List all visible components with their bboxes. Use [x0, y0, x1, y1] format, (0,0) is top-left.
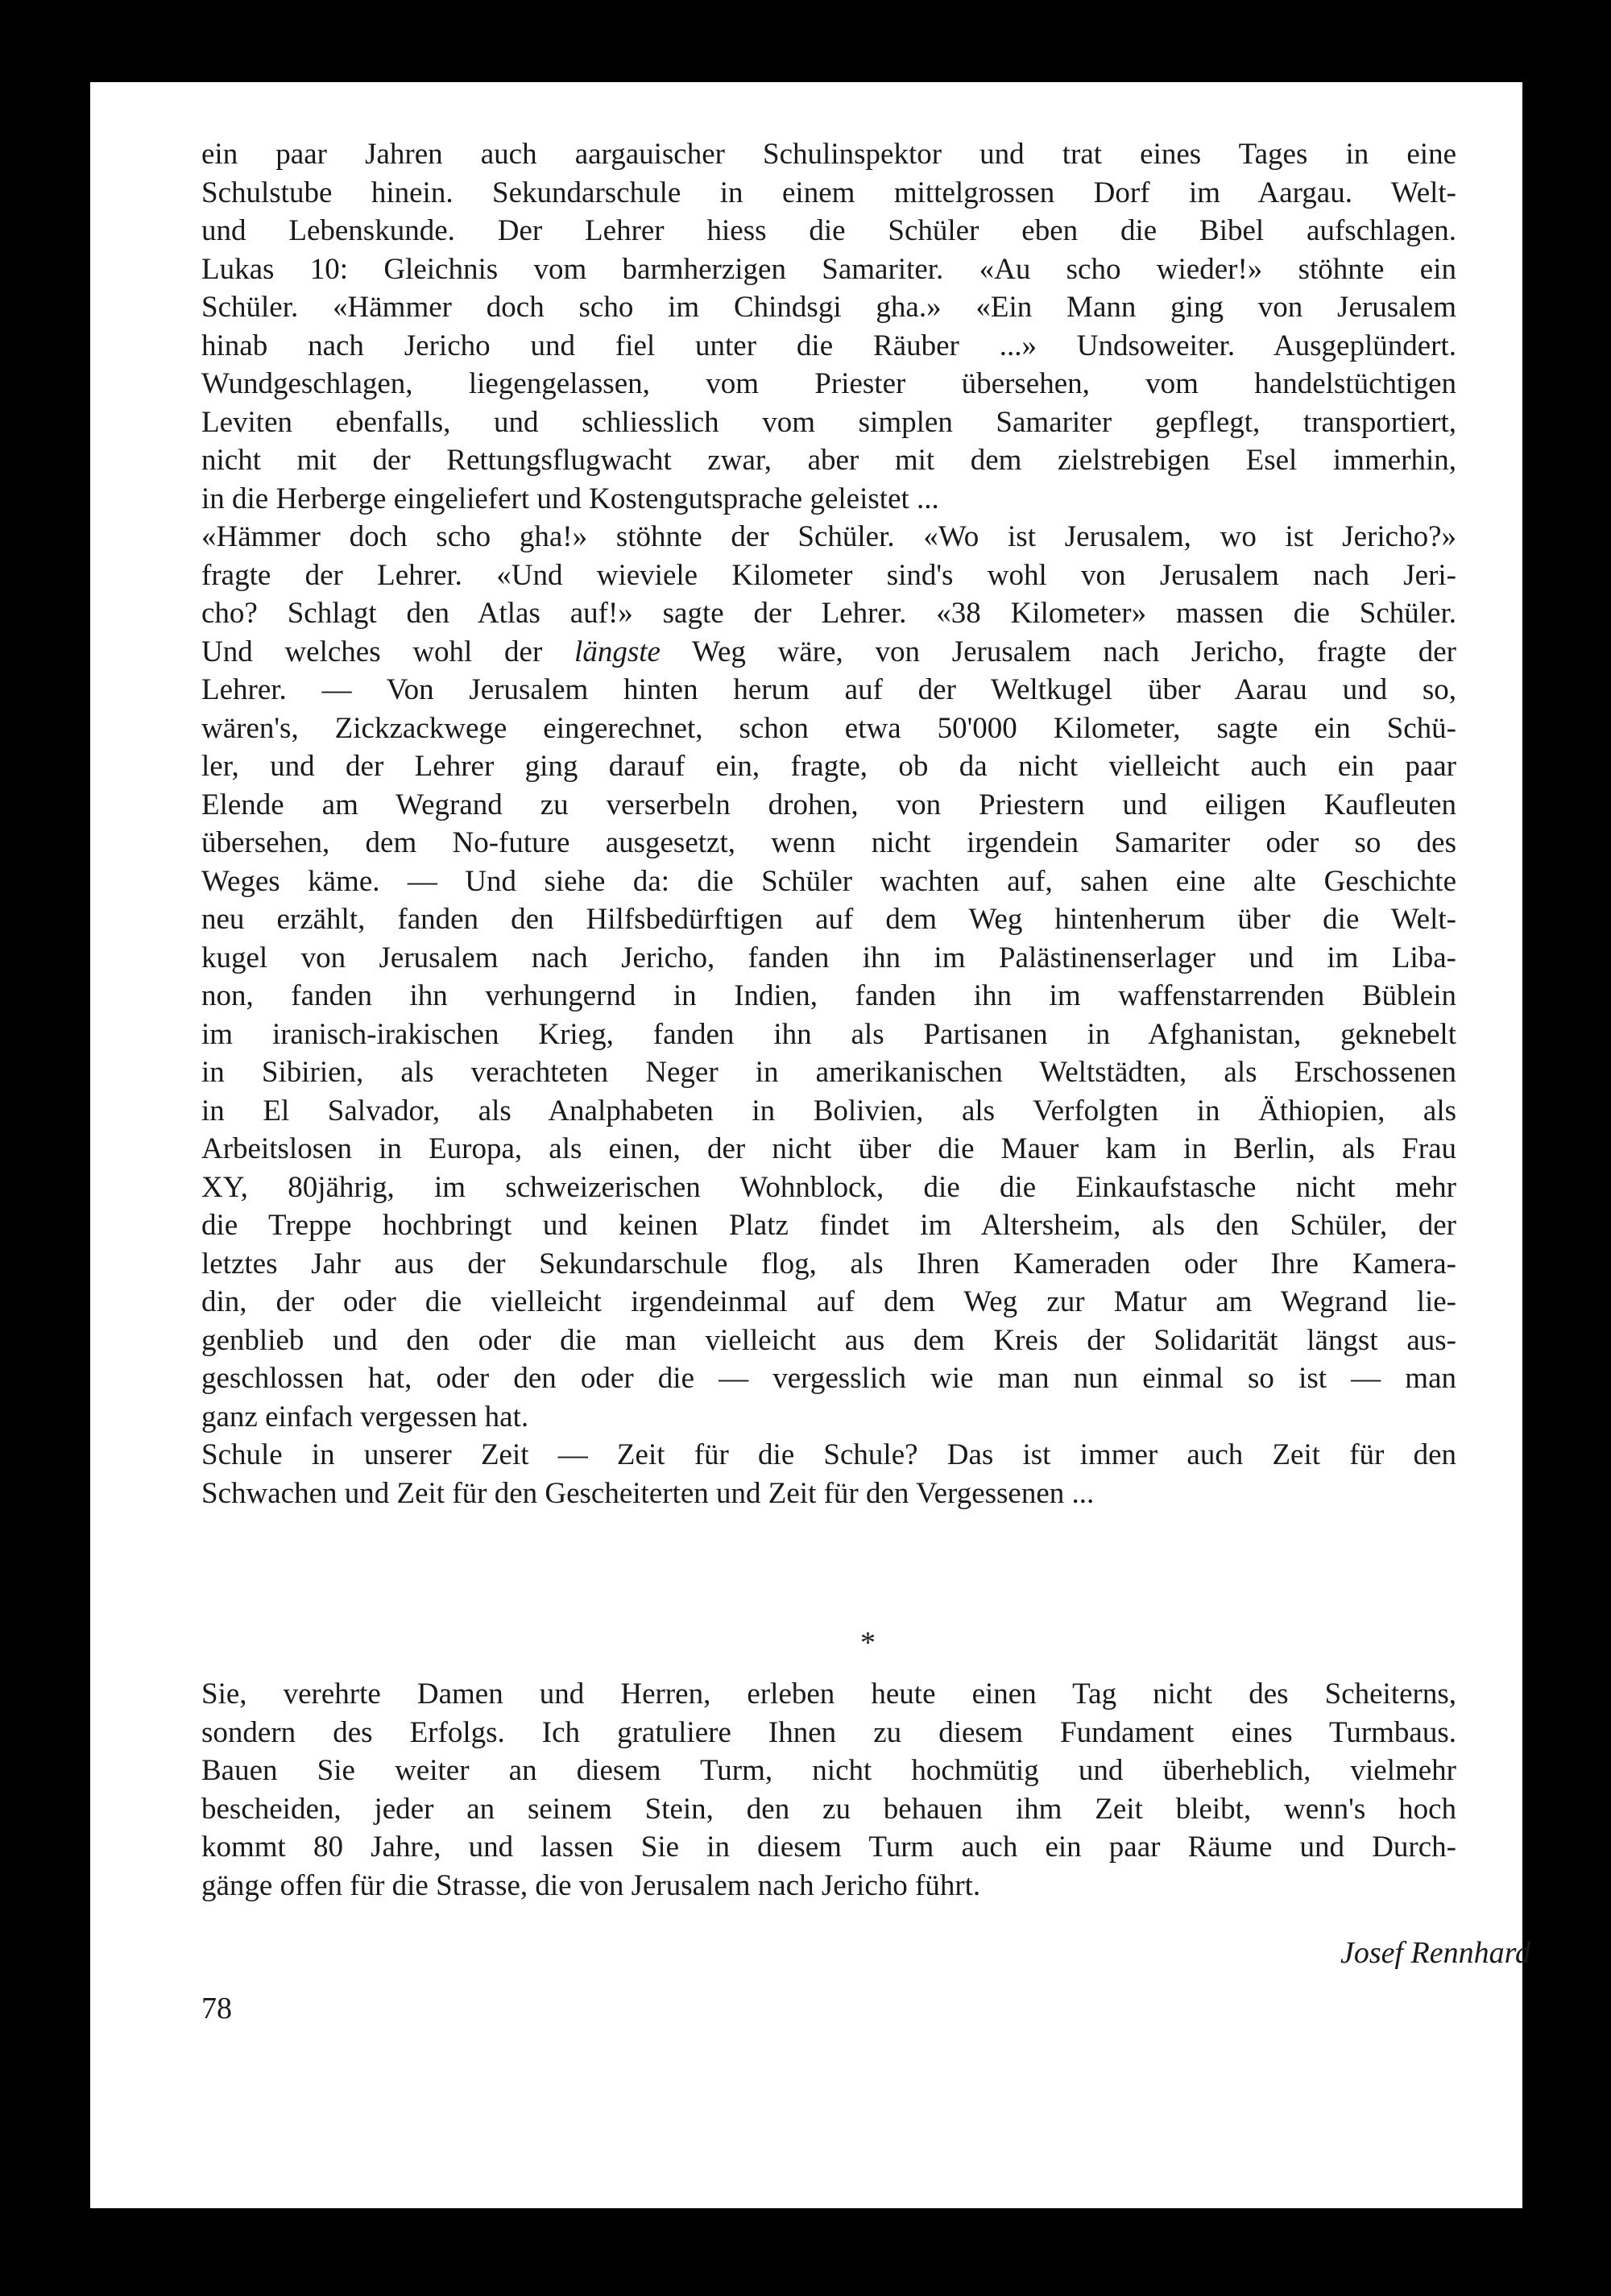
text-line: kugel von Jerusalem nach Jericho, fanden ihn im Palästinenserlager und im Liba-: [201, 941, 1456, 974]
text-line: neu erzählt, fanden den Hilfsbedürftigen auf dem Weg hintenherum über die Welt-: [201, 903, 1456, 936]
text-line: wären's, Zickzackwege eingerechnet, schon etwa 50'000 Kilometer, sagte ein Schü-: [201, 711, 1456, 745]
text-line: die Treppe hochbringt und keinen Platz findet im Altersheim, als den Schüler, der: [201, 1209, 1456, 1242]
text-line: genblieb und den oder die man vielleicht aus dem Kreis der Solidarität längst aus-: [201, 1323, 1456, 1357]
text-segment: Weg wäre, von Jerusalem nach Jericho, fragte der: [692, 635, 1456, 668]
text-line: cho? Schlagt den Atlas auf!» sagte der Lehrer. «38 Kilometer» massen die Schüler.: [201, 597, 1456, 630]
text-line: Schulstube hinein. Sekundarschule in einem mittelgrossen Dorf im Aargau. Welt-: [201, 176, 1456, 209]
text-line: gänge offen für die Strasse, die von Jerusalem nach Jericho führt.: [201, 1868, 981, 1902]
text-line: in die Herberge eingeliefert und Kostengutsprache geleistet ...: [201, 482, 939, 515]
text-line: bescheiden, jeder an seinem Stein, den zu behauen ihm Zeit bleibt, wenn's hoch: [201, 1792, 1456, 1826]
text-line: Lukas 10: Gleichnis vom barmherzigen Samariter. «Au scho wieder!» stöhnte ein: [201, 252, 1456, 286]
text-line: Lehrer. — Von Jerusalem hinten herum auf der Weltkugel über Aarau und so,: [201, 673, 1456, 706]
text-line: geschlossen hat, oder den oder die — vergesslich wie man nun einmal so ist — man: [201, 1362, 1456, 1395]
text-line: ein paar Jahren auch aargauischer Schulinspektor und trat eines Tages in eine: [201, 138, 1456, 171]
text-line: sondern des Erfolgs. Ich gratuliere Ihnen zu diesem Fundament eines Turmbaus.: [201, 1715, 1456, 1749]
text-line: hinab nach Jericho und fiel unter die Räuber ...» Undsoweiter. Ausgeplündert.: [201, 329, 1456, 362]
page-number: 78: [201, 1992, 232, 2025]
body-text: [201, 135, 1456, 1512]
author-signature: Josef Rennhard: [1340, 1936, 1530, 1970]
text-segment: Und welches wohl der: [201, 635, 543, 668]
text-line: Schüler. «Hämmer doch scho im Chindsgi gha.» «Ein Mann ging von Jerusalem: [201, 291, 1456, 324]
text-line: Bauen Sie weiter an diesem Turm, nicht hochmütig und überheblich, vielmehr: [201, 1754, 1456, 1787]
text-line: Arbeitslosen in Europa, als einen, der nicht über die Mauer kam in Berlin, als Frau: [201, 1132, 1456, 1165]
text-line: Sie, verehrte Damen und Herren, erleben heute einen Tag nicht des Scheiterns,: [201, 1678, 1456, 1711]
emphasis-text: längste: [574, 635, 661, 668]
text-line: XY, 80jährig, im schweizerischen Wohnblock, die die Einkaufstasche nicht mehr: [201, 1170, 1456, 1204]
text-line: Elende am Wegrand zu verserbeln drohen, von Priestern und eiligen Kaufleuten: [201, 788, 1456, 821]
text-line: Schwachen und Zeit für den Gescheiterten und Zeit für den Vergessenen ...: [201, 1476, 1095, 1510]
text-line: Weges käme. — Und siehe da: die Schüler wachten auf, sahen eine alte Geschichte: [201, 864, 1456, 898]
text-line: in El Salvador, als Analphabeten in Bolivien, als Verfolgten in Äthiopien, als: [201, 1094, 1456, 1127]
text-line: «Hämmer doch scho gha!» stöhnte der Schüler. «Wo ist Jerusalem, wo ist Jericho?»: [201, 520, 1456, 553]
text-line: übersehen, dem No-future ausgesetzt, wenn nicht irgendein Samariter oder so des: [201, 826, 1456, 859]
text-line: letztes Jahr aus der Sekundarschule flog, als Ihren Kameraden oder Ihre Kamera-: [201, 1247, 1456, 1280]
text-line: Schule in unserer Zeit — Zeit für die Schule? Das ist immer auch Zeit für den: [201, 1438, 1456, 1471]
section-separator: *: [860, 1626, 876, 1660]
text-line: im iranisch-irakischen Krieg, fanden ihn als Partisanen in Afghanistan, geknebelt: [201, 1017, 1456, 1051]
text-line: kommt 80 Jahre, und lassen Sie in diesem Turm auch ein paar Räume und Durch-: [201, 1831, 1456, 1864]
text-line: fragte der Lehrer. «Und wieviele Kilometer sind's wohl von Jerusalem nach Jeri-: [201, 558, 1456, 592]
text-line: ler, und der Lehrer ging darauf ein, fragte, ob da nicht vielleicht auch ein paar: [201, 750, 1456, 783]
text-line: nicht mit der Rettungsflugwacht zwar, aber mit dem zielstrebigen Esel immerhin,: [201, 444, 1456, 477]
closing-paragraph: [201, 1675, 1456, 1905]
text-line: und Lebenskunde. Der Lehrer hiess die Schüler eben die Bibel aufschlagen.: [201, 214, 1456, 247]
text-line: din, der oder die vielleicht irgendeinmal auf dem Weg zur Matur am Wegrand lie-: [201, 1285, 1456, 1318]
text-line: Leviten ebenfalls, und schliesslich vom simplen Samariter gepflegt, transportiert,: [201, 405, 1456, 439]
text-line: [201, 633, 1456, 672]
text-line: Wundgeschlagen, liegengelassen, vom Priester übersehen, vom handelstüchtigen: [201, 367, 1456, 400]
text-line: in Sibirien, als verachteten Neger in amerikanischen Weltstädten, als Erschossenen: [201, 1056, 1456, 1089]
text-line: non, fanden ihn verhungernd in Indien, fanden ihn im waffenstarrenden Büblein: [201, 979, 1456, 1012]
text-line: ganz einfach vergessen hat.: [201, 1400, 529, 1433]
